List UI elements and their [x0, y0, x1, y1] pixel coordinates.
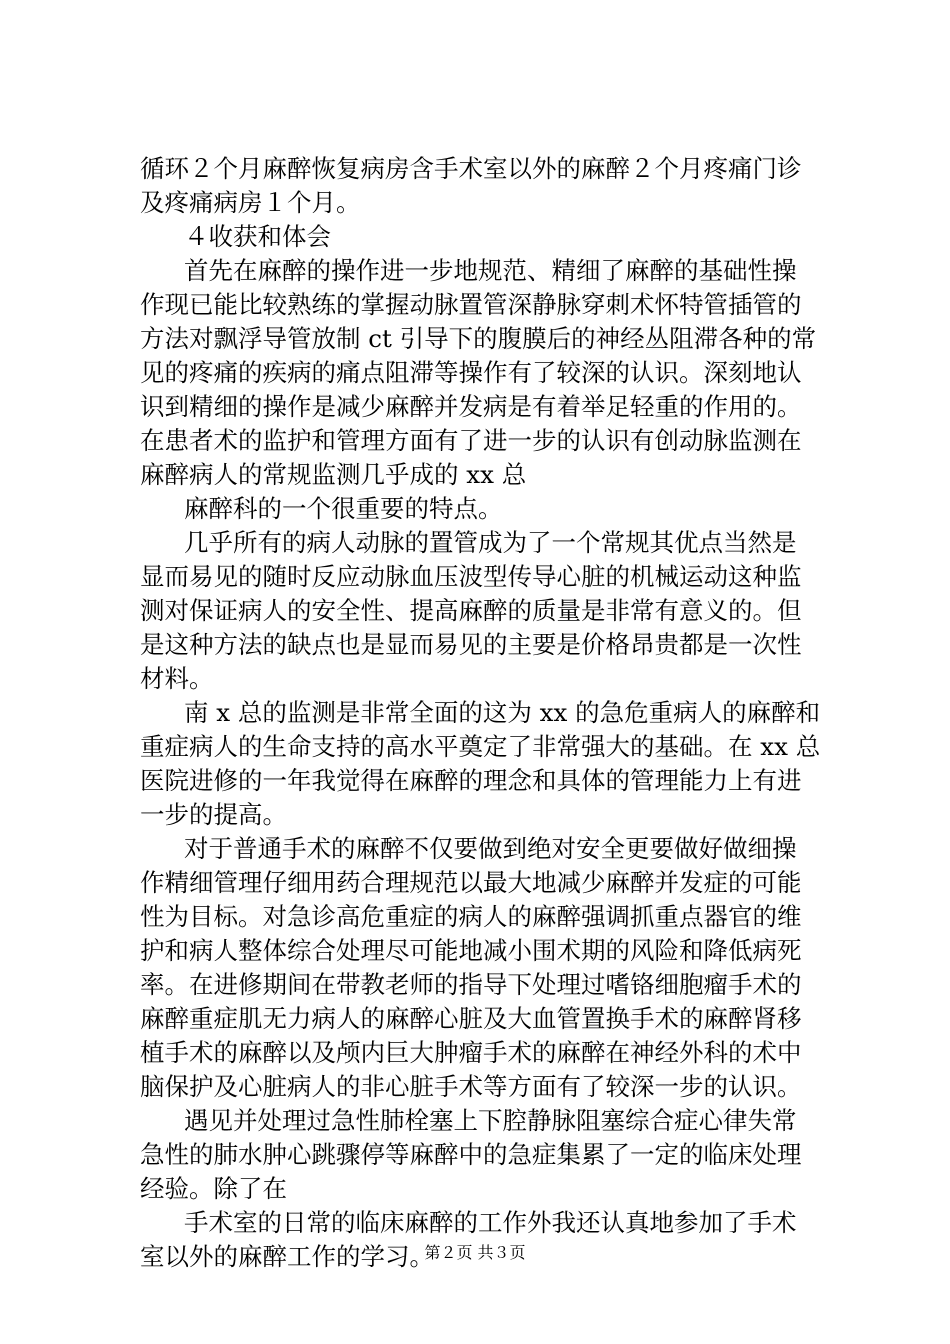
text-line: 急性的肺水肿心跳骤停等麻醉中的急症集累了一定的临床处理 [140, 1140, 802, 1169]
text-line: 麻醉科的一个很重要的特点。 [184, 494, 503, 523]
section-heading: ４收获和体会 [184, 222, 331, 251]
text-line: 手术室的日常的临床麻醉的工作外我还认真地参加了手术 [184, 1208, 797, 1237]
text-line: 率。在进修期间在带教老师的指导下处理过嗜铬细胞瘤手术的 [140, 970, 802, 999]
text-line: 一步的提高。 [140, 800, 287, 829]
text-line: 首先在麻醉的操作进一步地规范、精细了麻醉的基础性操 [184, 256, 797, 285]
text-line: 测对保证病人的安全性、提高麻醉的质量是非常有意义的。但 [140, 596, 802, 625]
text-line: 经验。除了在 [140, 1174, 287, 1203]
text-line: 植手术的麻醉以及颅内巨大肿瘤手术的麻醉在神经外科的术中 [140, 1038, 802, 1067]
text-line: 几乎所有的病人动脉的置管成为了一个常规其优点当然是 [184, 528, 797, 557]
text-line: 材料。 [140, 664, 214, 693]
text-line: 是这种方法的缺点也是显而易见的主要是价格昂贵都是一次性 [140, 630, 802, 659]
text-line: 护和病人整体综合处理尽可能地减小围术期的风险和降低病死 [140, 936, 802, 965]
text-line: 遇见并处理过急性肺栓塞上下腔静脉阻塞综合症心律失常 [184, 1106, 797, 1135]
text-line: 循环２个月麻醉恢复病房含手术室以外的麻醉２个月疼痛门诊 [140, 154, 802, 183]
text-line: 见的疼痛的疾病的痛点阻滞等操作有了较深的认识。深刻地认 [140, 358, 802, 387]
text-line: 脑保护及心脏病人的非心脏手术等方面有了较深一步的认识。 [140, 1072, 802, 1101]
text-line: 性为目标。对急诊高危重症的病人的麻醉强调抓重点器官的维 [140, 902, 802, 931]
text-line: 显而易见的随时反应动脉血压波型传导心脏的机械运动这种监 [140, 562, 802, 591]
document-body [140, 152, 830, 1274]
text-line: 作现已能比较熟练的掌握动脉置管深静脉穿刺术怀特管插管的 [140, 290, 802, 319]
text-line: 及疼痛病房１个月。 [140, 188, 361, 217]
page-number-footer: 第２页 共３页 [424, 1243, 526, 1262]
text-line: 对于普通手术的麻醉不仅要做到绝对安全更要做好做细操 [184, 834, 797, 863]
text-line: 南 x 总的监测是非常全面的这为 xx 的急危重病人的麻醉和 [184, 698, 821, 727]
text-line: 医院进修的一年我觉得在麻醉的理念和具体的管理能力上有进 [140, 766, 802, 795]
text-line: 重症病人的生命支持的高水平奠定了非常强大的基础。在 xx 总 [140, 732, 821, 761]
text-line: 麻醉重症肌无力病人的麻醉心脏及大血管置换手术的麻醉肾移 [140, 1004, 802, 1033]
text-line: 室以外的麻醉工作的学习。 [140, 1242, 434, 1271]
text-line: 作精细管理仔细用药合理规范以最大地减少麻醉并发症的可能 [140, 868, 802, 897]
text-line: 方法对飘浮导管放制 ct 引导下的腹膜后的神经丛阻滞各种的常 [140, 324, 817, 353]
text-line: 在患者术的监护和管理方面有了进一步的认识有创动脉监测在 [140, 426, 802, 455]
text-line: 识到精细的操作是减少麻醉并发病是有着举足轻重的作用的。 [140, 392, 802, 421]
text-line: 麻醉病人的常规监测几乎成的 xx 总 [140, 460, 527, 489]
